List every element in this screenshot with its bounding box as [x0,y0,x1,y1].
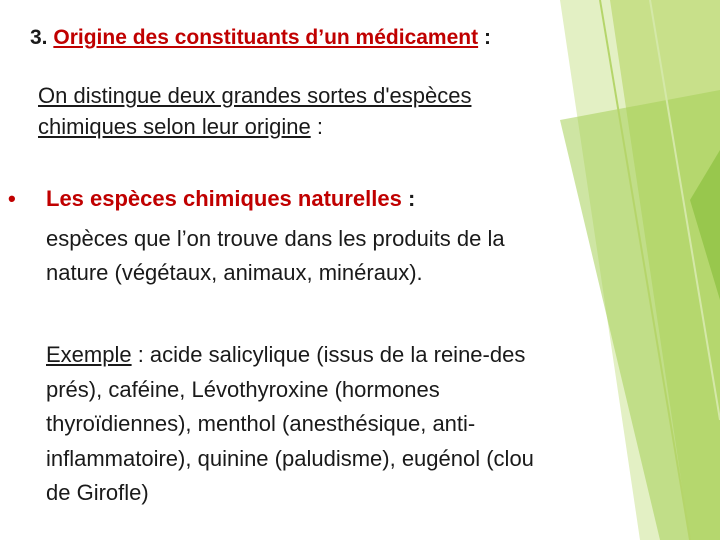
example-line-5: de Girofle) [46,480,149,505]
bullet-body-line-2: nature (végétaux, animaux, minéraux). [46,260,423,285]
bullet-body-line-1: espèces que l’on trouve dans les produits de la [46,226,505,251]
bullet-heading-text: Les espèces chimiques naturelles [46,186,402,211]
example-paragraph [46,338,534,511]
intro-colon: : [310,114,323,139]
example-line-3: thyroïdiennes), menthol (anesthésique, anti- [46,411,476,436]
intro-paragraph [38,80,471,142]
bullet-heading-colon: : [401,186,416,211]
title-number: 3. [30,26,48,49]
title-text: Origine des constituants d’un médicament [53,26,479,49]
title-colon: : [478,26,491,49]
bullet-heading [46,186,415,212]
intro-line-2: chimiques selon leur origine [38,114,311,139]
intro-line-1: On distingue deux grandes sortes d'espèces [38,83,472,108]
example-line-4: inflammatoire), quinine (paludisme), eugénol (clou [46,445,534,471]
slide-title [30,26,491,50]
example-label: Exemple [46,342,132,367]
bullet-body [46,222,505,290]
example-line-2: prés), caféine, Lévothyroxine (hormones [46,376,440,402]
bullet-icon: • [8,186,16,211]
example-line-1: : acide salicylique (issus de la reine-des [131,342,526,367]
